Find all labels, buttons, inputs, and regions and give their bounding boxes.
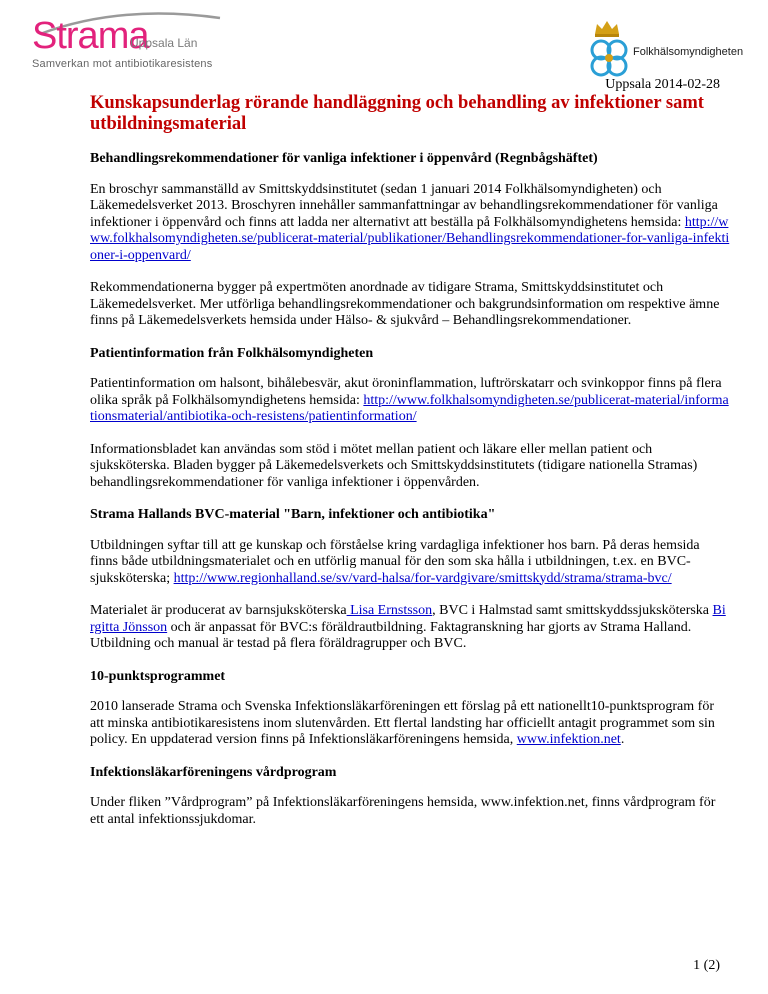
folkhalsomyndigheten-name: Folkhälsomyndigheten xyxy=(633,46,744,58)
paragraph xyxy=(90,182,730,265)
link-patientinformation[interactable]: http://www.folkhalsomyndigheten.se/publicerat-material/informationsmaterial/antibiotika-och-resistens/patientinformation/ xyxy=(90,392,729,424)
section-heading-bvc-material: Strama Hallands BVC-material "Barn, infektioner och antibiotika" xyxy=(90,507,496,522)
paragraph-text: Patientinformation om halsont, bihålebesvär, akut öroninflammation, luftrörskatarr och svinkoppor finns på flera olika språk på Folkhälsomyndighetens hemsida: xyxy=(90,376,722,408)
rings-emblem-icon xyxy=(587,36,631,80)
paragraph-text: En broschyr sammanställd av Smittskyddsinstitutet (sedan 1 januari 2014 Folkhälsomyndigheten) och Läkemedelsverket 2013. Broschyren innehåller sammanfattningar av behandlingsrekommendationer för vanliga infektioner i öppenvård och finns att ladda ner alternativt att beställa på Folkhälsomyndighetens hemsida: xyxy=(90,181,718,230)
section-heading-regnbagshaftet: Behandlingsrekommendationer för vanliga infektioner i öppenvård (Regnbågshäftet) xyxy=(90,151,598,166)
document-date: Uppsala 2014-02-28 xyxy=(605,77,720,92)
paragraph xyxy=(90,699,730,749)
document-body xyxy=(90,93,730,844)
strama-tagline: Samverkan mot antibiotikaresistens xyxy=(32,58,213,70)
document-title: Kunskapsunderlag rörande handläggning och behandling av infektioner samt utbildningsmaterial xyxy=(90,93,704,134)
crown-icon xyxy=(592,18,622,38)
paragraph-text: . xyxy=(620,732,625,747)
page-number: 1 (2) xyxy=(693,958,720,973)
link-regnbagshaftet[interactable]: http://www.folkhalsomyndigheten.se/publicerat-material/publikationer/Behandlingsrekommendationer-for-vanliga-infektioner-i-oppenvard/ xyxy=(90,214,730,263)
paragraph-text: Materialet är producerat av barnsjuksköterska xyxy=(90,603,347,618)
paragraph xyxy=(90,376,730,426)
strama-region: Uppsala Län xyxy=(130,36,198,50)
link-lisa-ernstsson[interactable]: Lisa Ernstsson xyxy=(346,603,433,618)
strama-wordmark: Strama xyxy=(32,15,149,57)
paragraph: Under fliken ”Vårdprogram” på Infektionsläkarföreningens hemsida, www.infektion.net, finns vårdprogram för ett antal infektionssjukdomar. xyxy=(90,795,716,827)
paragraph-text: , BVC i Halmstad samt smittskyddssjuksköterska xyxy=(432,603,713,618)
section-heading-10-punktsprogrammet: 10-punktsprogrammet xyxy=(90,668,226,684)
paragraph: Informationsbladet kan användas som stöd i mötet mellan patient och läkare eller mellan patient och sjuksköterska. Bladen bygger på Läkemedelsverkets och Smittskyddsinstitutets (tidigare nationella Stramas) behandlingsrekommendationer för vanliga infektioner i öppenvården. xyxy=(90,441,698,490)
folkhalsomyndigheten-logo xyxy=(587,18,757,78)
paragraph xyxy=(90,603,730,653)
strama-logo xyxy=(30,14,230,74)
section-heading-vardprogram: Infektionsläkarföreningens vårdprogram xyxy=(90,764,337,780)
paragraph-text: 2010 lanserade Strama och Svenska Infektionsläkarföreningen ett förslag på ett nationellt10-punktsprogram för att minska antibiotikaresistens inom slutenvården. Ett flertal landsting har officiellt antagit programmet som sin policy. En uppdaterad version finns på Infektionsläkarföreningens hemsida, xyxy=(90,699,715,747)
link-birgitta-jonsson[interactable]: Birgitta Jönsson xyxy=(90,603,726,635)
paragraph-text: Utbildningen syftar till att ge kunskap och förståelse kring vardagliga infektioner hos barn. På deras hemsida finns både utbildningsmaterialet och en utförlig manual för den som ska hålla i utbildningen, t.ex. en BVC-sjuksköterska; xyxy=(90,537,700,586)
paragraph-text: och är anpassat för BVC:s föräldrautbildning. Faktagranskning har gjorts av Strama Halland. Utbildning och manual är testad på flera föräldragrupper och BVC. xyxy=(90,619,692,651)
link-infektion-net[interactable]: www.infektion.net xyxy=(516,732,621,747)
paragraph: Rekommendationerna bygger på expertmöten anordnade av tidigare Strama, Smittskyddsinstitutet och Läkemedelsverket. Mer utförliga behandlingsrekommendationer och bakgrundsinformation om respektive ämne finns på Läkemedelsverkets hemsida under Hälso- & sjukvård – Behandlingsrekommendationer. xyxy=(90,280,720,328)
link-strama-bvc[interactable]: http://www.regionhalland.se/sv/vard-halsa/for-vardgivare/smittskydd/strama/strama-bvc/ xyxy=(173,570,672,586)
section-heading-patientinformation: Patientinformation från Folkhälsomyndigheten xyxy=(90,345,374,361)
paragraph xyxy=(90,538,730,588)
